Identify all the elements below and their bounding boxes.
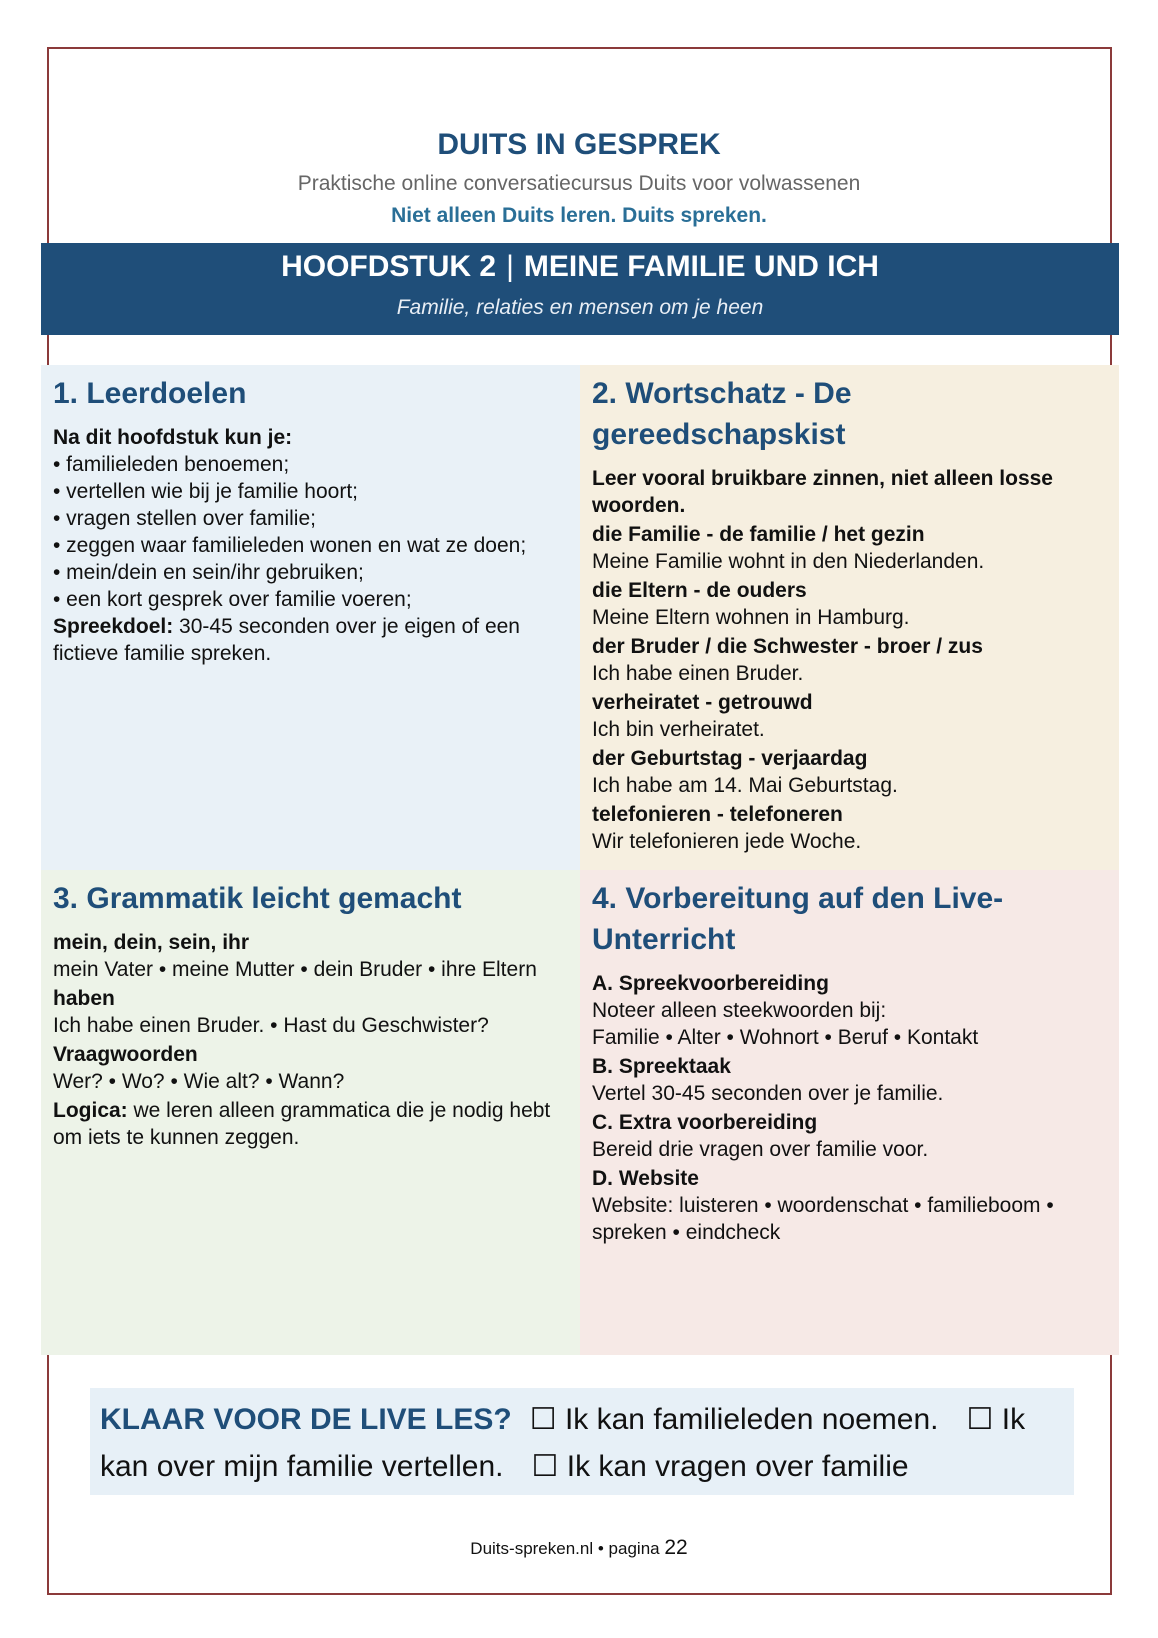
grammar-label: Vraagwoorden bbox=[53, 1043, 198, 1066]
list-item: • zeggen waar familieleden wonen en wat ze doen; bbox=[53, 534, 527, 557]
vocab-example: Meine Familie wohnt in den Niederlanden. bbox=[592, 550, 985, 573]
section-heading: 3. Grammatik leicht gemacht bbox=[53, 882, 462, 915]
list-item: • vragen stellen over familie; bbox=[53, 507, 316, 530]
checklist-item[interactable] bbox=[530, 1403, 939, 1436]
vocab-term: die Eltern - de ouders bbox=[592, 579, 807, 602]
checklist-item[interactable] bbox=[532, 1450, 909, 1483]
grammar-text: Wer? • Wo? • Wie alt? • Wann? bbox=[53, 1070, 345, 1093]
vocab-example: Wir telefonieren jede Woche. bbox=[592, 830, 862, 853]
vocab-term: telefonieren - telefoneren bbox=[592, 803, 843, 826]
vocab-example: Ich habe einen Bruder. bbox=[592, 662, 804, 685]
checklist-label: KLAAR VOOR DE LIVE LES? bbox=[100, 1403, 512, 1436]
chapter-subtitle: Familie, relaties en mensen om je heen bbox=[396, 296, 764, 319]
logic-label: Logica: bbox=[53, 1099, 128, 1122]
grammar-text: Ich habe einen Bruder. • Hast du Geschwister? bbox=[53, 1014, 489, 1037]
prep-text: Vertel 30-45 seconden over je familie. bbox=[592, 1082, 944, 1105]
prep-label: D. Website bbox=[592, 1167, 699, 1190]
speaking-goal bbox=[53, 613, 568, 667]
vocab-example: Ich bin verheiratet. bbox=[592, 718, 765, 741]
chapter-separator: | bbox=[506, 250, 514, 283]
grammar-text: mein Vater • meine Mutter • dein Bruder • ihre Eltern bbox=[53, 958, 537, 981]
chapter-number: HOOFDSTUK 2 bbox=[281, 250, 497, 283]
footer-site: Duits-spreken.nl bbox=[470, 1539, 594, 1558]
prep-label: C. Extra voorbereiding bbox=[592, 1111, 818, 1134]
checklist-item-text: Ik kan over mijn familie vertellen. bbox=[100, 1403, 1026, 1483]
goals-intro: Na dit hoofdstuk kun je: bbox=[53, 426, 293, 449]
grammar-logic bbox=[53, 1097, 568, 1151]
prep-text: Website: luisteren • woordenschat • familieboom • spreken • eindcheck bbox=[592, 1194, 1054, 1244]
list-item: • mein/dein en sein/ihr gebruiken; bbox=[53, 561, 364, 584]
prep-text: Bereid drie vragen over familie voor. bbox=[592, 1138, 929, 1161]
vocab-term: die Familie - de familie / het gezin bbox=[592, 523, 925, 546]
vocab-term: verheiratet - getrouwd bbox=[592, 691, 813, 714]
prep-text: Noteer alleen steekwoorden bij: bbox=[592, 999, 887, 1022]
section-grammar bbox=[41, 870, 580, 1355]
ready-checklist bbox=[90, 1388, 1074, 1495]
checklist-item-text: Ik kan familieleden noemen. bbox=[564, 1403, 939, 1436]
grammar-label: mein, dein, sein, ihr bbox=[53, 931, 250, 954]
chapter-banner bbox=[41, 243, 1119, 335]
section-preparation bbox=[580, 870, 1119, 1355]
logic-text: we leren alleen grammatica die je nodig hebt om iets te kunnen zeggen. bbox=[53, 1099, 551, 1149]
checklist-item-text: Ik kan vragen over familie bbox=[566, 1450, 909, 1483]
course-tagline: Niet alleen Duits leren. Duits spreken. bbox=[391, 204, 767, 227]
chapter-title bbox=[41, 250, 1119, 284]
section-heading: 2. Wortschatz - De gereedschapskist bbox=[592, 377, 852, 451]
course-subtitle: Praktische online conversatiecursus Duits voor volwassenen bbox=[297, 172, 861, 195]
section-learning-goals bbox=[41, 365, 580, 870]
checkbox-icon[interactable]: ☐ bbox=[966, 1403, 994, 1436]
section-heading: 4. Vorbereitung auf den Live-Unterricht bbox=[592, 882, 1004, 956]
footer-bullet: • bbox=[597, 1539, 604, 1558]
vocab-example: Meine Eltern wohnen in Hamburg. bbox=[592, 606, 910, 629]
speaking-goal-text: 30-45 seconden over je eigen of een fictieve familie spreken. bbox=[53, 615, 520, 665]
prep-text: Familie • Alter • Wohnort • Beruf • Kontakt bbox=[592, 1026, 979, 1049]
speaking-goal-label: Spreekdoel: bbox=[53, 615, 174, 638]
page-number: 22 bbox=[664, 1536, 688, 1559]
vocab-example: Ich habe am 14. Mai Geburtstag. bbox=[592, 774, 898, 797]
list-item: • familieleden benoemen; bbox=[53, 453, 290, 476]
content-grid bbox=[41, 365, 1119, 1355]
prep-label: B. Spreektaak bbox=[592, 1055, 731, 1078]
chapter-topic: MEINE FAMILIE UND ICH bbox=[523, 250, 879, 283]
vocab-term: der Bruder / die Schwester - broer / zus bbox=[592, 635, 983, 658]
list-item: • vertellen wie bij je familie hoort; bbox=[53, 480, 358, 503]
checkbox-icon[interactable]: ☐ bbox=[529, 1403, 557, 1436]
grammar-label: haben bbox=[53, 987, 115, 1010]
vocab-intro: Leer vooral bruikbare zinnen, niet alleen losse woorden. bbox=[592, 467, 1053, 517]
vocab-term: der Geburtstag - verjaardag bbox=[592, 747, 868, 770]
page-footer bbox=[0, 1536, 1158, 1560]
section-heading: 1. Leerdoelen bbox=[53, 377, 247, 410]
prep-label: A. Spreekvoorbereiding bbox=[592, 972, 829, 995]
section-vocabulary bbox=[580, 365, 1119, 870]
course-title: DUITS IN GESPREK bbox=[437, 128, 721, 161]
checkbox-icon[interactable]: ☐ bbox=[531, 1450, 559, 1483]
footer-page-label: pagina bbox=[608, 1539, 660, 1558]
list-item: • een kort gesprek over familie voeren; bbox=[53, 588, 412, 611]
